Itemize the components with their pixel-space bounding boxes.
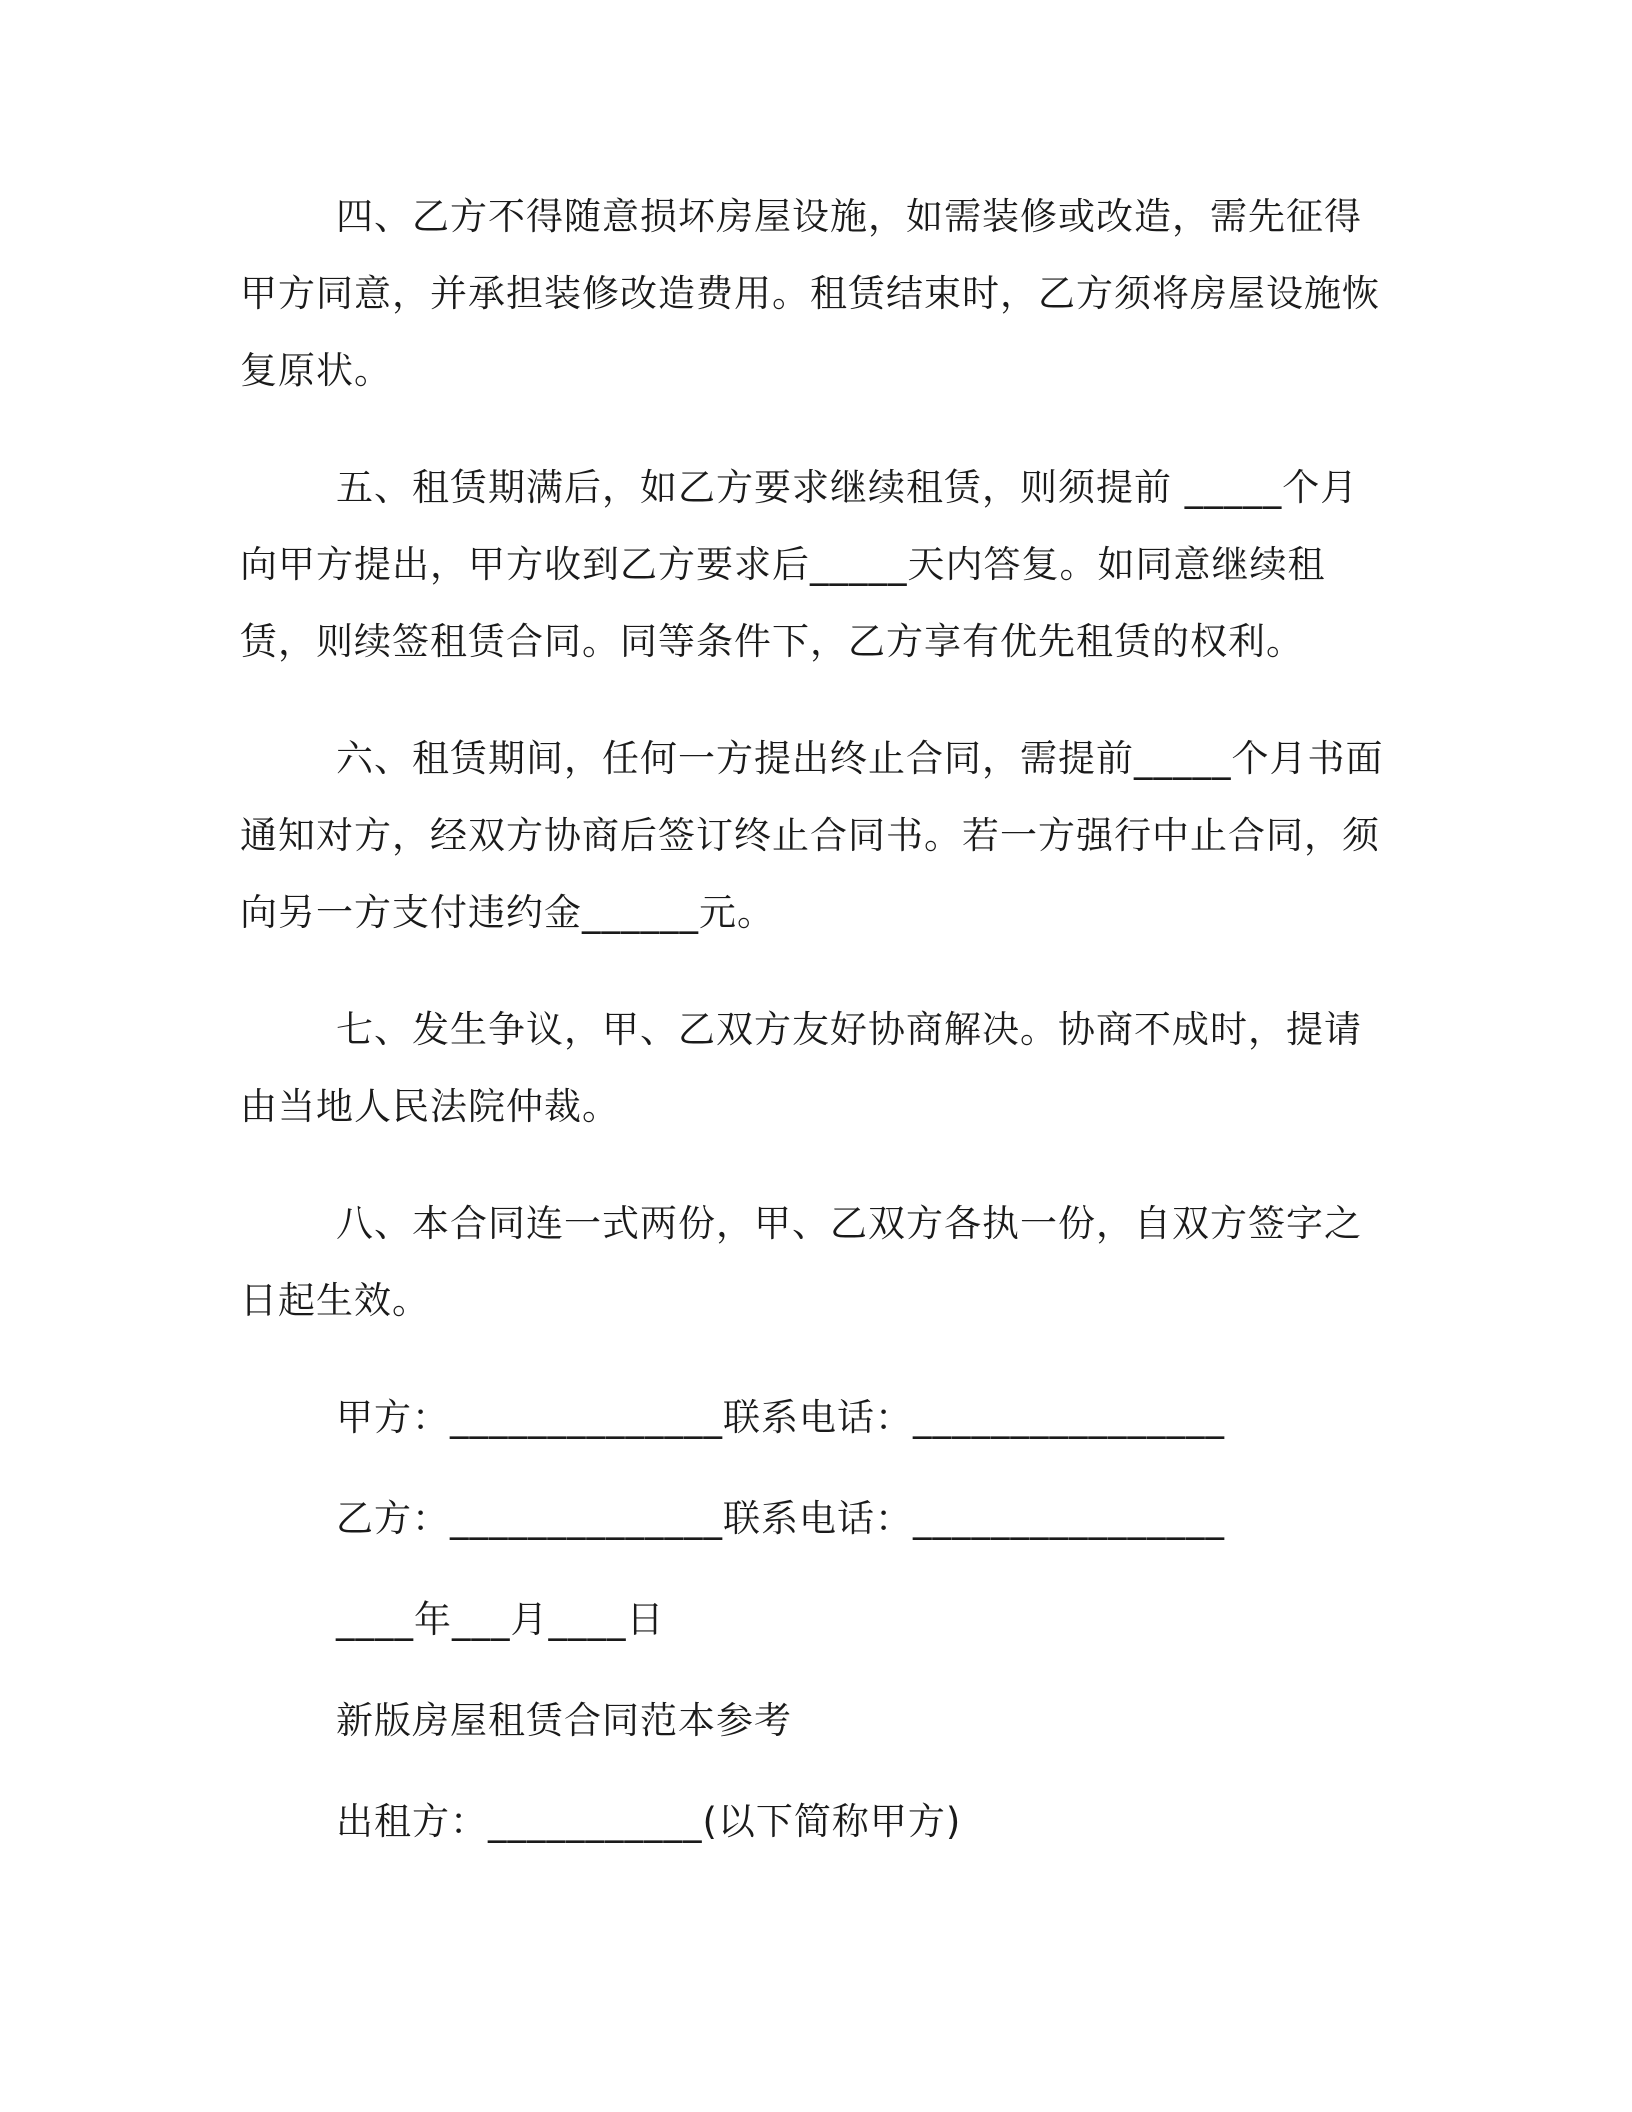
section-title: 新版房屋租赁合同范本参考 [336,1699,792,1742]
date-line: ____年___月____日 [336,1598,665,1641]
signature-party-b: 乙方：______________联系电话：________________ [336,1497,1225,1540]
signature-party-a: 甲方：______________联系电话：________________ [336,1396,1225,1439]
clause-4: 四、乙方不得随意损坏房屋设施，如需装修或改造，需先征得甲方同意，并承担装修改造费用。租赁结束时，乙方须将房屋设施恢复原状。 [240,195,1380,392]
document-body [240,178,1390,1884]
clause-5: 五、租赁期满后，如乙方要求继续租赁，则须提前 _____个月向甲方提出，甲方收到乙方要求后_____天内答复。如同意继续租赁，则续签租赁合同。同等条件下，乙方享有优先租赁的权利。 [240,466,1359,663]
clause-6: 六、租赁期间，任何一方提出终止合同，需提前_____个月书面通知对方，经双方协商后签订终止合同书。若一方强行中止合同，须向另一方支付违约金______元。 [240,737,1384,934]
clause-8: 八、本合同连一式两份，甲、乙双方各执一份，自双方签字之日起生效。 [240,1202,1362,1322]
lessor-line: 出租方：___________(以下简称甲方) [336,1800,962,1843]
clause-7: 七、发生争议，甲、乙双方友好协商解决。协商不成时，提请由当地人民法院仲裁。 [240,1008,1362,1128]
